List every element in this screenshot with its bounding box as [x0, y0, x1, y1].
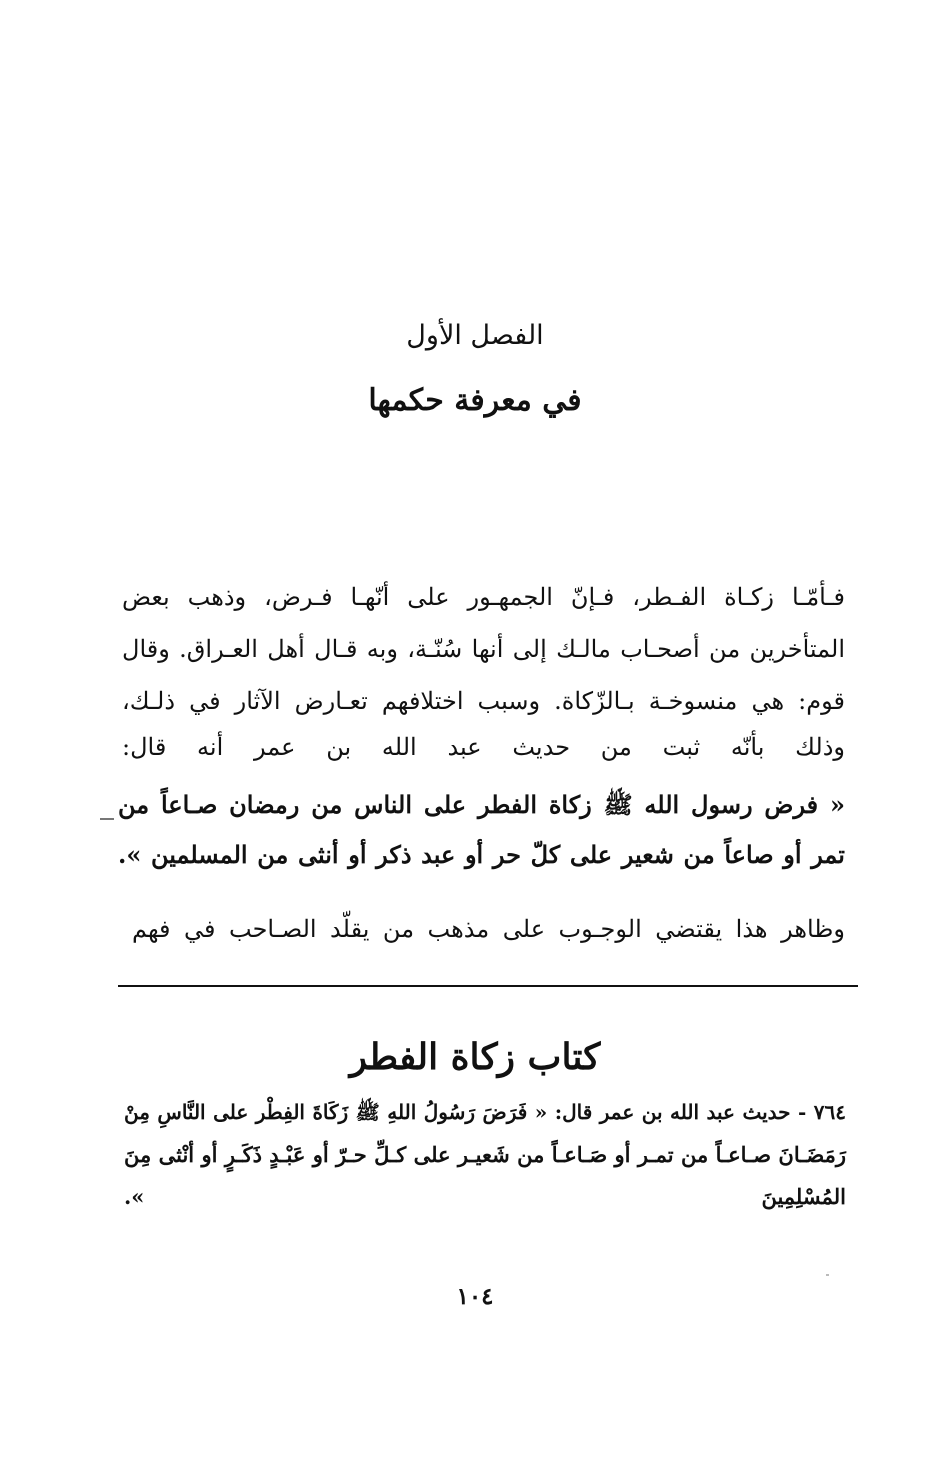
hadith-quote — [118, 790, 845, 890]
scan-speck — [826, 1274, 829, 1276]
paragraph-line: وذلك بأنّه ثبت من حديث عبد الله بن عمر أنه قال: — [122, 733, 845, 761]
footnote-line: رَمَضَـانَ صـاعـاً من تمـر أو صَـاعـاً من شَعيـر على كـلِّ حـرّ أو عَبْـدٍ ذَكَـرٍ أو أنْثى مِنَ — [124, 1142, 846, 1167]
paragraph-line: فـأمّـا زكـاة الفـطر، فـإنّ الجمهـور على أنّهـا فـرض، وذهب بعض — [122, 583, 845, 611]
paragraph-line: وظاهر هذا يقتضي الوجـوب على مذهب من يقلّد الصـاحب في فهم — [132, 915, 845, 943]
paragraph-line: قوم: هي منسوخـة بـالزّكاة. وسبب اختلافهم تعـارض الآثار في ذلـك، — [122, 687, 845, 715]
body-paragraph — [122, 583, 845, 783]
quote-line: تمر أو صاعاً من شعير على كلّ حر أو عبد ذكر أو أنثى من المسلمين ». — [118, 840, 845, 869]
page-number: ١٠٤ — [456, 1283, 494, 1310]
chapter-title: في معرفة حكمها — [368, 383, 582, 418]
book-title: كتاب زكاة الفطر — [349, 1036, 601, 1078]
chapter-label: الفصل الأول — [406, 320, 544, 351]
footnote-line: ٧٦٤ - حديث عبد الله بن عمر قال: « فَرَضَ رَسُولُ اللهِ ﷺ زَكَاةَ الفِطْر على النَّاسِ مِنْ — [124, 1100, 846, 1124]
footnote-divider — [118, 985, 858, 987]
footnote-line: المُسْلِمِينَ ». — [124, 1184, 846, 1209]
body-paragraph — [132, 915, 845, 965]
footnote — [124, 1100, 846, 1220]
quote-line: « فرض رسول الله ﷺ زكاة الفطر على الناس من رمضان صـاعاً من — [118, 790, 845, 819]
paragraph-line: المتأخرين من أصحـاب مالـك إلى أنها سُنّـة، وبه قـال أهل العـراق. وقال — [122, 635, 845, 663]
margin-mark — [100, 818, 114, 820]
